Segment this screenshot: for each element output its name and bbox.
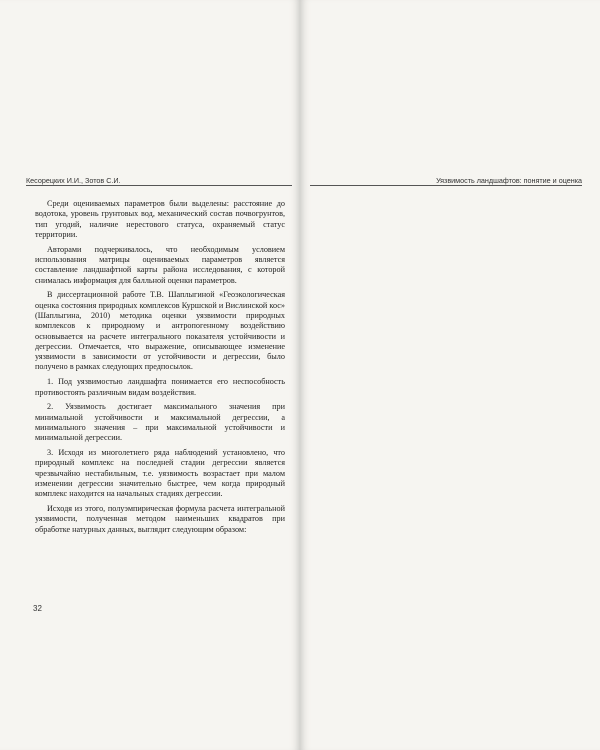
- paragraph-parameters: Среди оцениваемых параметров были выделены: расстояние до водотока, уровень грунтовых вод, механический состав почвогрунтов, тип угодий, наличие нерестового статуса, охраняемый статус территории.: [35, 199, 285, 239]
- running-header-right: Уязвимость ландшафтов: понятие и оценка: [436, 176, 582, 185]
- paragraph-authors: Авторами подчеркивалось, что необходимым условием использования матрицы оцениваемых параметров является составление ландшафтной карты района исследования, с которой снималась информация для балльной оценки параметров.: [35, 244, 285, 285]
- list-item-1: 1. Под уязвимостью ландшафта понимается его неспособность противостоять различным видам воздействия.: [35, 377, 285, 397]
- header-rule-left: [26, 185, 292, 186]
- left-text-column: [35, 199, 285, 539]
- list-item-2: 2. Уязвимость достигает максимального значения при минимальной устойчивости и максимальной дегрессии, а минимального значения – при максимальной устойчивости и минимальной дегрессии.: [35, 402, 285, 443]
- right-page: [300, 0, 600, 750]
- page-number-left: 32: [33, 604, 42, 613]
- list-item-3: 3. Исходя из многолетнего ряда наблюдений установлено, что природный комплекс на последней стадии дегрессии является чрезвычайно нестабильным, т.е. уязвимость возрастает при малом изменении дегрессии значительно быстрее, чем когда природный комплекс находится на начальных стадиях дегрессии.: [35, 448, 285, 499]
- running-header-left: Кесорецких И.И., Зотов С.И.: [26, 176, 121, 185]
- paragraph-formula-intro: Исходя из этого, полуэмпирическая формула расчета интегральной уязвимости, полученная методом наименьших квадратов при обработке натурных данных, выглядит следующим образом:: [35, 504, 285, 534]
- paragraph-dissertation: В диссертационной работе Т.В. Шаплыгиной «Геоэкологическая оценка состояния природных комплексов Куршской и Вислинской кос» (Шаплыгина, 2010) методика оценки уязвимости природных комплексов к природному и антропогенному воздействию основывается на расчете интегрального показателя устойчивости и дегрессии. Отмечается, что выражение, описывающее изменение уязвимости в зависимости от устойчивости и дегрессии, было получено в рамках следующих предпосылок.: [35, 290, 285, 372]
- header-rule-right: [310, 185, 582, 186]
